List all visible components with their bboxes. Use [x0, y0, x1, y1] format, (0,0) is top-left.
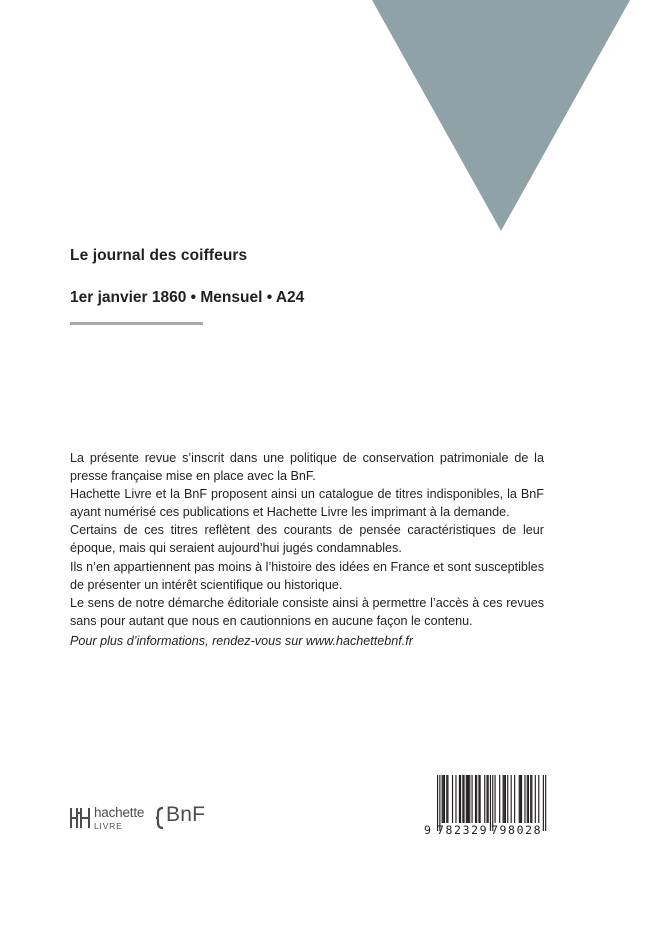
barcode-bar — [480, 775, 481, 823]
barcode-bar — [446, 775, 447, 823]
barcode-bar — [543, 775, 544, 831]
barcode-bar — [443, 775, 444, 823]
barcode-bar — [535, 775, 536, 823]
barcode-bar — [528, 775, 529, 823]
barcode-bar — [545, 775, 546, 831]
notice-paragraph: Certains de ces titres reflètent des courants de pensée caractéristiques de leur époque, mais qui seraient aujourd’hui jugés condamnables. — [70, 523, 544, 556]
barcode-bar — [460, 775, 461, 823]
barcode-bar — [524, 775, 525, 823]
barcode-bar — [503, 775, 504, 823]
barcode-bar — [504, 775, 505, 823]
barcode-bar — [527, 775, 528, 823]
barcode-bar — [462, 775, 463, 823]
barcode-bar — [520, 775, 521, 823]
barcode-bar — [505, 775, 506, 823]
barcode-bar — [463, 775, 464, 823]
barcode-digit-group-right: 798028 — [491, 823, 543, 837]
barcode-bar — [447, 775, 448, 823]
hachette-wordmark: hachette — [94, 805, 145, 820]
notice-paragraph: La présente revue s’inscrit dans une politique de conservation patrimoniale de la presse française mise en place avec la BnF. — [70, 451, 544, 484]
barcode-bar — [488, 775, 489, 823]
barcode-bar — [452, 775, 453, 823]
barcode-bar — [538, 775, 539, 823]
barcode-bar — [469, 775, 470, 823]
barcode-bar — [521, 775, 522, 823]
barcode-bar — [484, 775, 485, 823]
bnf-bracket-icon — [155, 806, 165, 830]
barcode-bar — [507, 775, 508, 823]
barcode-lead-digit: 9 — [424, 823, 431, 837]
issue-details: 1er janvier 1860 • Mensuel • A24 — [70, 289, 305, 306]
journal-title: Le journal des coiffeurs — [70, 247, 248, 264]
barcode-bar — [444, 775, 445, 823]
decorative-triangle — [372, 0, 630, 231]
barcode-bar — [511, 775, 512, 823]
barcode-bar — [530, 775, 531, 823]
barcode-bar — [475, 775, 476, 823]
notice-paragraph: Le sens de notre démarche éditoriale consiste ainsi à permettre l’accès à ces revues sans pour autant que nous en cautionnions en aucune façon le contenu. — [70, 595, 544, 628]
barcode-bar — [468, 775, 469, 823]
barcode-bar — [467, 775, 468, 823]
barcode-bar — [476, 775, 477, 823]
hachette-logo-icon — [70, 807, 90, 829]
barcode-bar — [466, 775, 467, 823]
isbn-barcode — [424, 775, 548, 847]
notice-text — [70, 449, 544, 630]
barcode-bar — [514, 775, 515, 823]
barcode-bar — [499, 775, 500, 823]
barcode-bar — [495, 775, 496, 823]
notice-paragraph: Hachette Livre et la BnF proposent ainsi un catalogue de titres indisponibles, la BnF ayant numérisé ces publications et Hachette Livre les imprimant à la demande. — [70, 487, 544, 520]
barcode-bar — [531, 775, 532, 823]
barcode-bar — [486, 775, 487, 823]
barcode-bar — [519, 775, 520, 823]
barcode-bar — [472, 775, 473, 823]
info-link-text: Pour plus d’informations, rendez-vous sur www.hachettebnf.fr — [70, 634, 413, 648]
livre-wordmark: LIVRE — [94, 821, 123, 831]
barcode-bar — [442, 775, 443, 823]
bnf-wordmark: BnF — [166, 803, 206, 826]
notice-paragraph: Ils n’en appartiennent pas moins à l’histoire des idées en France et sont susceptibles de présenter un intérêt scientifique ou historique. — [70, 559, 544, 592]
barcode-bar — [455, 775, 456, 823]
barcode-bar — [478, 775, 479, 823]
title-divider — [70, 322, 203, 325]
barcode-bar — [459, 775, 460, 823]
barcode-digit-group-left: 782329 — [437, 823, 489, 837]
publisher-logos — [70, 803, 220, 835]
